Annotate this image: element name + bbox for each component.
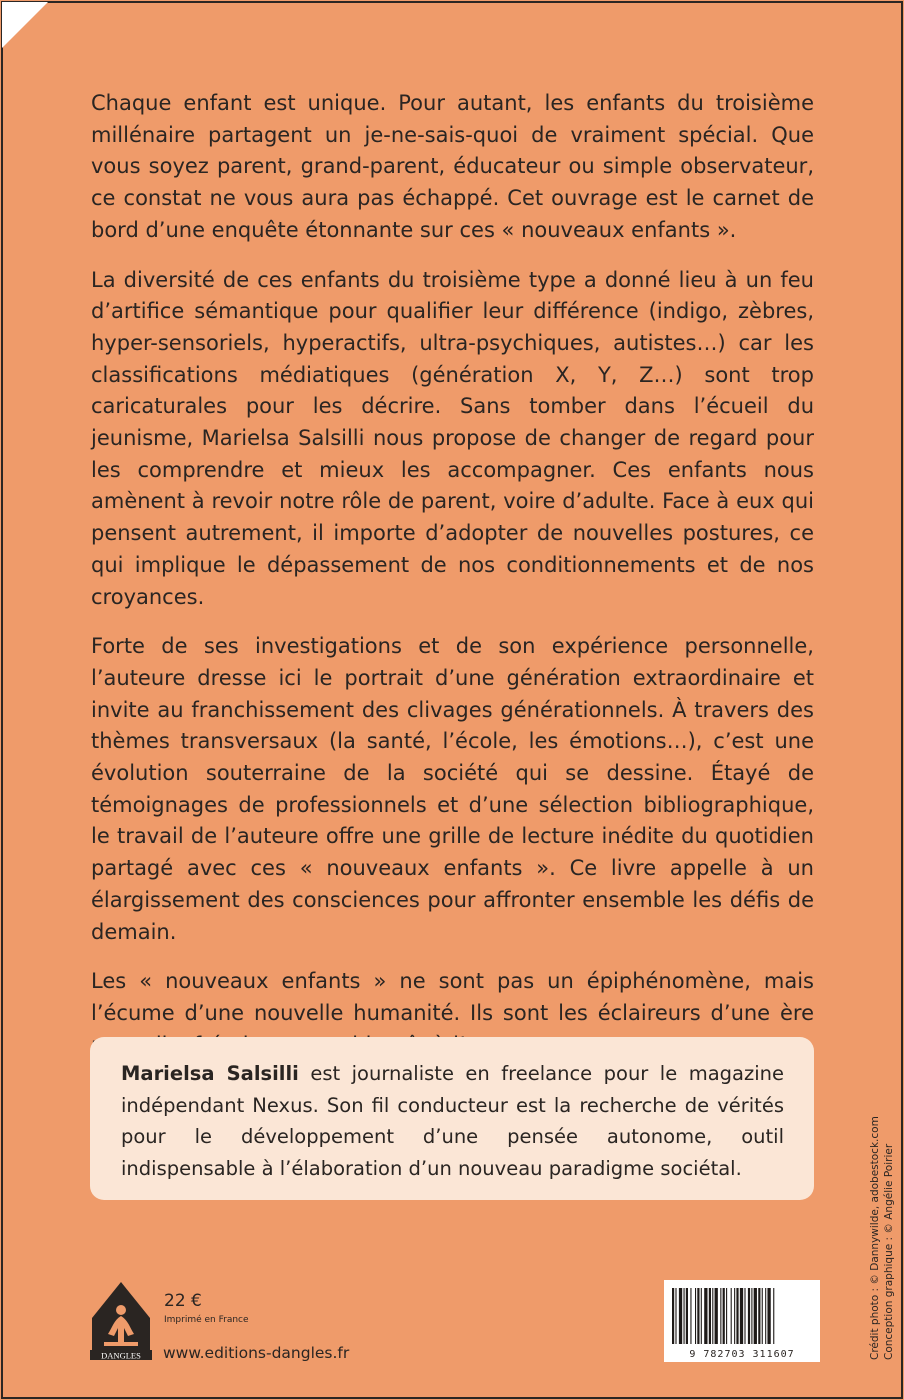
corner-fold — [2, 2, 48, 48]
blurb-paragraph-1: Chaque enfant est unique. Pour autant, les enfants du troisième millénaire partagent un je-ne-sais-quoi de vraiment spécial. Que vous soyez parent, grand-parent, éducateur ou simple observateur, ce constat ne vous aura pas échappé. Cet ouvrage est le carnet de bord d’une enquête étonnante sur ces « nouveaux enfants ». — [91, 91, 814, 242]
blurb-paragraph-2: La diversité de ces enfants du troisième type a donné lieu à un feu d’artifice sémantique pour qualifier leur différence (indigo, zèbres, hyper-sensoriels, hyperactifs, ultra-psychiques, autistes…) car les classifications médiatiques (génération X, Y, Z…) sont trop caricaturales pour les décrire. Sans tomber dans l’écueil du jeunisme, Marielsa Salsilli nous propose de changer de regard pour les comprendre et mieux les accompagner. Ces enfants nous amènent à revoir notre rôle de parent, voire d’adulte. Face à eux qui pensent autrement, il importe d’adopter de nouvelles postures, ce qui implique le dépassement de nos conditionnements et de nos croyances. — [91, 267, 814, 609]
isbn-number: 9 782703 311607 — [689, 1349, 795, 1360]
blurb-paragraph-4: Les « nouveaux enfants » ne sont pas un épiphénomène, mais l’écume d’une nouvelle humanité. Ils sont les éclaireurs d’une ère — [91, 969, 814, 1025]
publisher-website[interactable]: www.editions-dangles.fr — [163, 1344, 350, 1362]
barcode-bars — [672, 1288, 812, 1344]
author-name: Marielsa Salsilli — [121, 1062, 299, 1085]
author-bio-box — [90, 1037, 814, 1200]
blurb-paragraph-3: Forte de ses investigations et de son expérience personnelle, l’auteure dresse ici le portrait d’une génération extraordinaire et invite au franchissement des clivages générationnels. À travers des thèmes transversaux (la santé, l’école, les émotions…), c’est une évolution souterraine de la société qui se dessine. Étayé de témoignages de professionnels et d’une sélection bibliographique, le travail de l’auteure offre une grille de lecture inédite du quotidien partagé avec ces « nouveaux enfants ». Ce livre appelle à un élargissement des consciences pour affronter ensemble les défis de demain. — [91, 634, 814, 944]
publisher-logo-text: DANGLES — [101, 1350, 141, 1360]
design-credit: Conception graphique : © Angélie Poirier — [883, 1143, 895, 1360]
author-bio-text: est journaliste en freelance pour le magazine indépendant Nexus. Son fil conducteur est la recherche de vérités pour le développement d’une pensée autonome, outil indispensable à l’élaboration d’un nouveau paradigme sociétal. — [121, 1062, 784, 1180]
credits — [868, 1116, 896, 1360]
isbn-barcode — [664, 1280, 820, 1362]
publisher-logo — [90, 1280, 152, 1360]
imprint-note: Imprimé en France — [164, 1315, 249, 1325]
photo-credit: Crédit photo : © Dannywilde, adobestock.com — [869, 1116, 881, 1360]
blurb — [91, 88, 814, 1079]
price: 22 € — [164, 1291, 202, 1311]
author-bio — [121, 1058, 784, 1184]
publisher-logo-icon — [90, 1280, 152, 1360]
